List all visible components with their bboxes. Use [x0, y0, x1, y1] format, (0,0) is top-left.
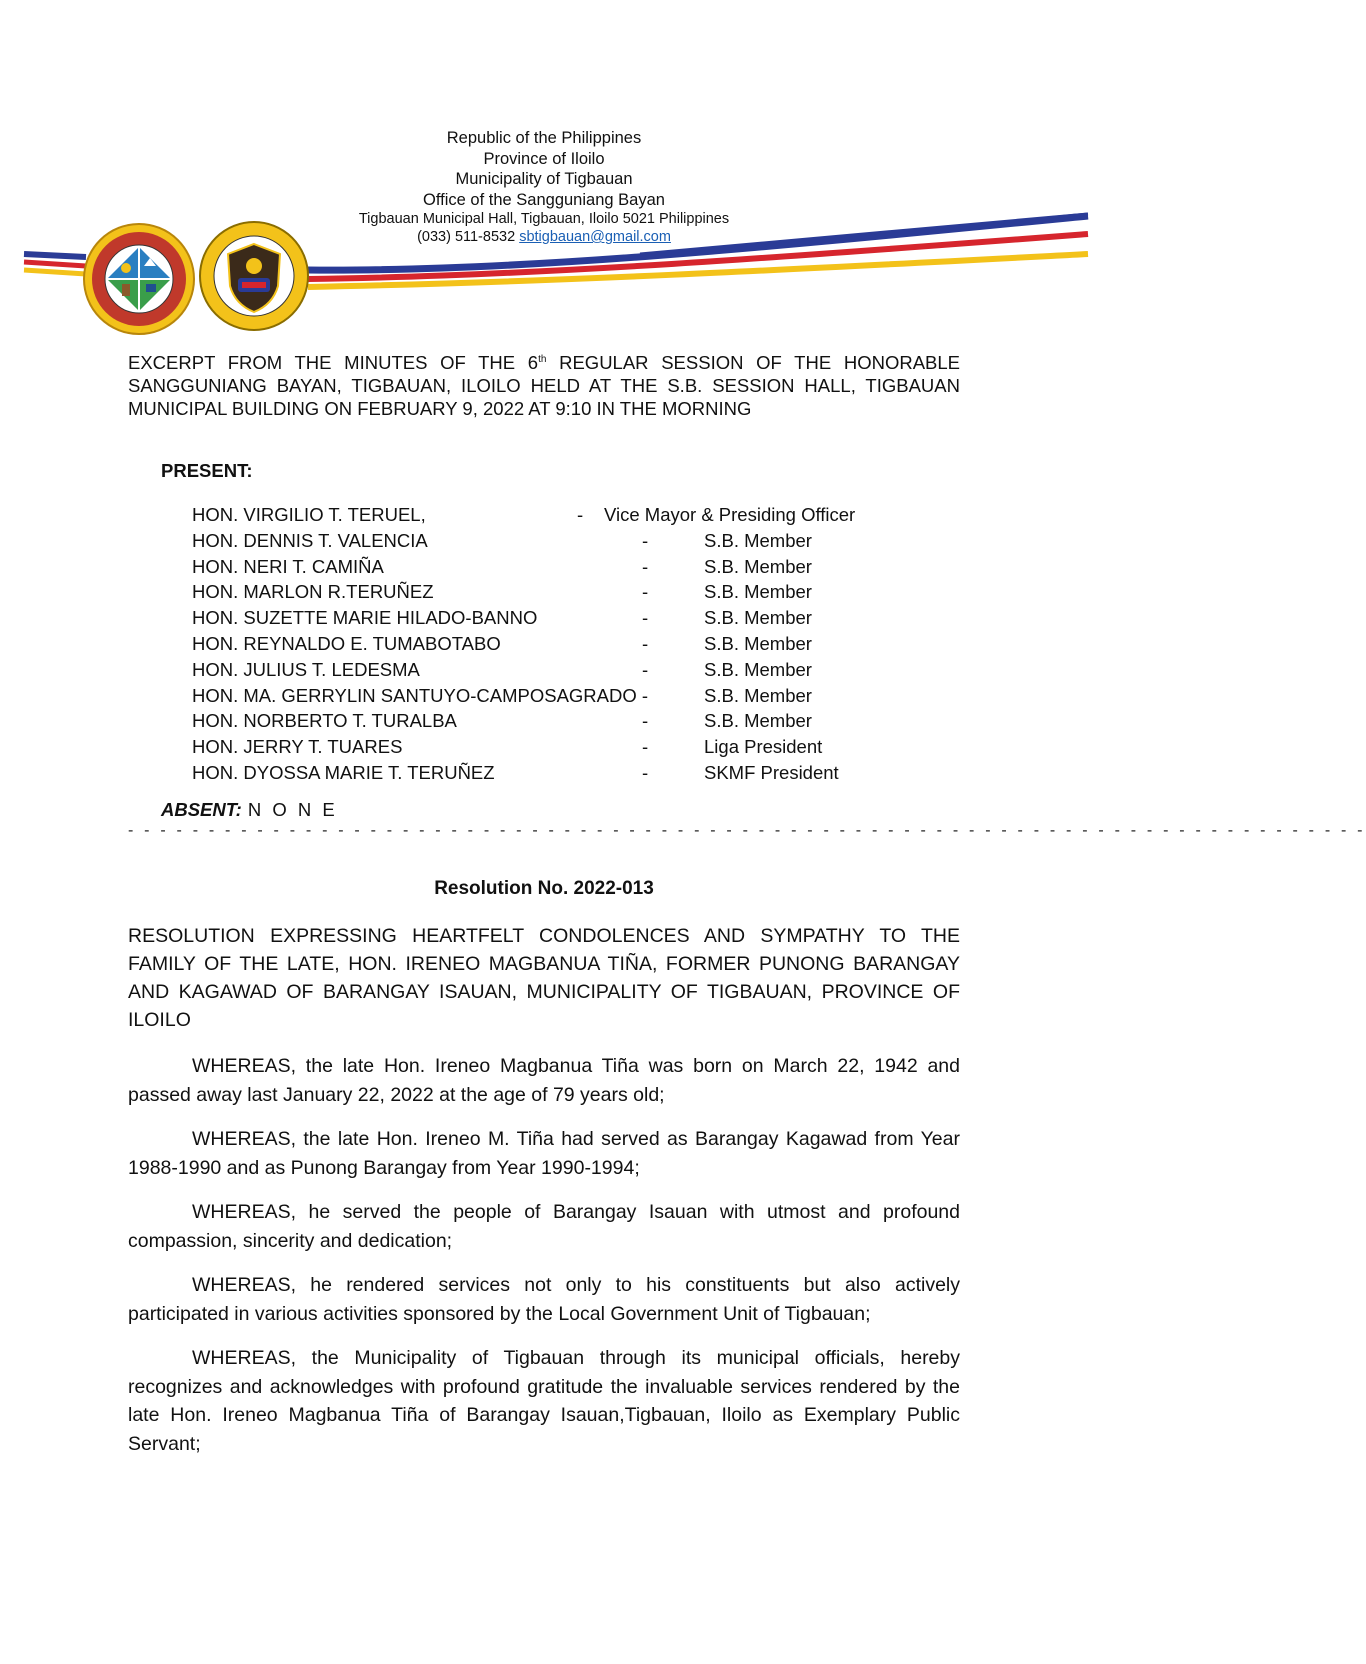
letterhead-line: Province of Iloilo — [483, 149, 605, 168]
attendee-role: S.B. Member — [704, 581, 812, 603]
attendee-dash: - — [642, 529, 649, 551]
sangguniang-bayan-seal-icon — [198, 220, 310, 332]
attendee-row — [192, 528, 912, 554]
municipality-seal-icon — [82, 222, 196, 336]
attendee-dash: - — [642, 555, 649, 577]
attendee-row — [192, 760, 912, 786]
attendee-name: HON. MA. GERRYLIN SANTUYO-CAMPOSAGRADO - — [192, 684, 649, 706]
letterhead-line: Office of the Sangguniang Bayan — [423, 190, 665, 209]
attendee-role: S.B. Member — [704, 632, 812, 654]
attendee-row — [192, 734, 912, 760]
attendee-name: HON. NERI T. CAMIÑA — [192, 555, 384, 577]
letterhead-contact — [324, 228, 764, 246]
letterhead-line: Republic of the Philippines — [446, 129, 642, 147]
intro-ordinal-suffix: th — [538, 354, 547, 365]
attendee-role: Vice Mayor & Presiding Officer — [604, 504, 856, 525]
letterhead — [0, 0, 1088, 330]
attendee-name: HON. DENNIS T. VALENCIA — [192, 529, 428, 551]
minutes-intro — [128, 348, 960, 420]
present-label: PRESENT: — [161, 460, 253, 481]
attendee-row — [192, 502, 912, 528]
attendee-dash: - — [642, 607, 649, 629]
attendee-row — [192, 683, 912, 709]
attendee-role: S.B. Member — [704, 710, 812, 732]
attendee-dash: - — [642, 736, 649, 758]
whereas-paragraph: WHEREAS, he rendered services not only to his constituents but also actively participated in various activities sponsored by the Local Government Unit of Tigbauan; — [128, 1274, 960, 1325]
attendee-role: S.B. Member — [704, 555, 812, 577]
attendee-role: S.B. Member — [704, 684, 812, 706]
absent-line — [161, 799, 338, 821]
resolution-number: Resolution No. 2022-013 — [434, 878, 654, 899]
attendee-dash: - — [577, 504, 584, 525]
letterhead-email-link[interactable]: sbtigbauan@gmail.com — [519, 229, 671, 245]
attendee-name: HON. JERRY T. TUARES — [192, 736, 403, 758]
attendee-name: HON. MARLON R.TERUÑEZ — [192, 581, 434, 603]
attendee-row — [192, 579, 912, 605]
attendee-role: S.B. Member — [704, 658, 812, 680]
whereas-paragraph: WHEREAS, the Municipality of Tigbauan through its municipal officials, hereby recognizes and acknowledges with profound gratitude the invaluable services rendered by the late Hon. Ireneo Magbanua Tiña of Barangay Isauan,Tigbauan, Iloilo as Exemplary Public Servant; — [128, 1347, 960, 1455]
attendee-name: HON. REYNALDO E. TUMABOTABO — [192, 632, 501, 654]
whereas-paragraph: WHEREAS, the late Hon. Ireneo Magbanua Tiña was born on March 22, 1942 and passed away last January 22, 2022 at the age of 79 years old; — [128, 1055, 960, 1106]
attendee-dash: - — [642, 658, 649, 680]
letterhead-text — [324, 128, 764, 246]
attendee-name: HON. JULIUS T. LEDESMA — [192, 658, 420, 680]
attendee-row — [192, 657, 912, 683]
attendee-role: SKMF President — [704, 761, 839, 783]
attendee-role: S.B. Member — [704, 529, 812, 551]
attendee-dash: - — [642, 581, 649, 603]
attendee-role: S.B. Member — [704, 607, 812, 629]
attendee-dash: - — [642, 710, 649, 732]
divider: - - - - - - - - - - - - - - - - - - - - - - - - - - - - - - - - - - - - - - - - - - - - - - - - - - - - - - - - - - - - - - - - - - - - - - - - - - - - - — [128, 822, 1366, 839]
whereas-paragraph: WHEREAS, the late Hon. Ireneo M. Tiña had served as Barangay Kagawad from Year 1988-1990 and as Punong Barangay from Year 1990-1994; — [128, 1128, 960, 1179]
attendee-row — [192, 708, 912, 734]
attendees-list — [192, 502, 912, 786]
letterhead-address: Tigbauan Municipal Hall, Tigbauan, Iloilo 5021 Philippines — [358, 211, 730, 227]
intro-text-rest: REGULAR SESSION OF THE HONORABLE SANGGUNIANG BAYAN, TIGBAUAN, ILOILO HELD AT THE S.B. SESSION HALL, TIGBAUAN MUNICIPAL BUILDING ON FEBRUARY 9, 2022 AT 9:10 IN THE MORNING — [128, 352, 960, 420]
absent-label: ABSENT: — [161, 799, 242, 820]
attendee-name: HON. NORBERTO T. TURALBA — [192, 710, 457, 732]
letterhead-line: Municipality of Tigbauan — [455, 170, 633, 188]
attendee-dash: - — [642, 761, 649, 783]
letterhead-phone: (033) 511-8532 — [417, 229, 516, 245]
attendee-row — [192, 554, 912, 580]
whereas-paragraph: WHEREAS, he served the people of Barangay Isauan with utmost and profound compassion, sincerity and dedication; — [128, 1201, 960, 1252]
attendee-row — [192, 631, 912, 657]
absent-value: N O N E — [247, 799, 338, 820]
whereas-clauses — [128, 1052, 960, 1474]
attendee-name: HON. DYOSSA MARIE T. TERUÑEZ — [192, 761, 495, 783]
attendee-row — [192, 605, 912, 631]
resolution-title: RESOLUTION EXPRESSING HEARTFELT CONDOLENCES AND SYMPATHY TO THE FAMILY OF THE LATE, HON. IRENEO MAGBANUA TIÑA, FORMER PUNONG BARANGAY AND KAGAWAD OF BARANGAY ISAUAN, MUNICIPALITY OF TIGBAUAN, PROVINCE OF ILOILO — [128, 925, 960, 1031]
attendee-dash: - — [642, 632, 649, 654]
attendee-name: HON. VIRGILIO T. TERUEL, — [192, 504, 426, 525]
attendee-name: HON. SUZETTE MARIE HILADO-BANNO — [192, 607, 538, 629]
attendee-role: Liga President — [704, 736, 823, 758]
intro-text: EXCERPT FROM THE MINUTES OF THE 6 — [128, 352, 539, 374]
